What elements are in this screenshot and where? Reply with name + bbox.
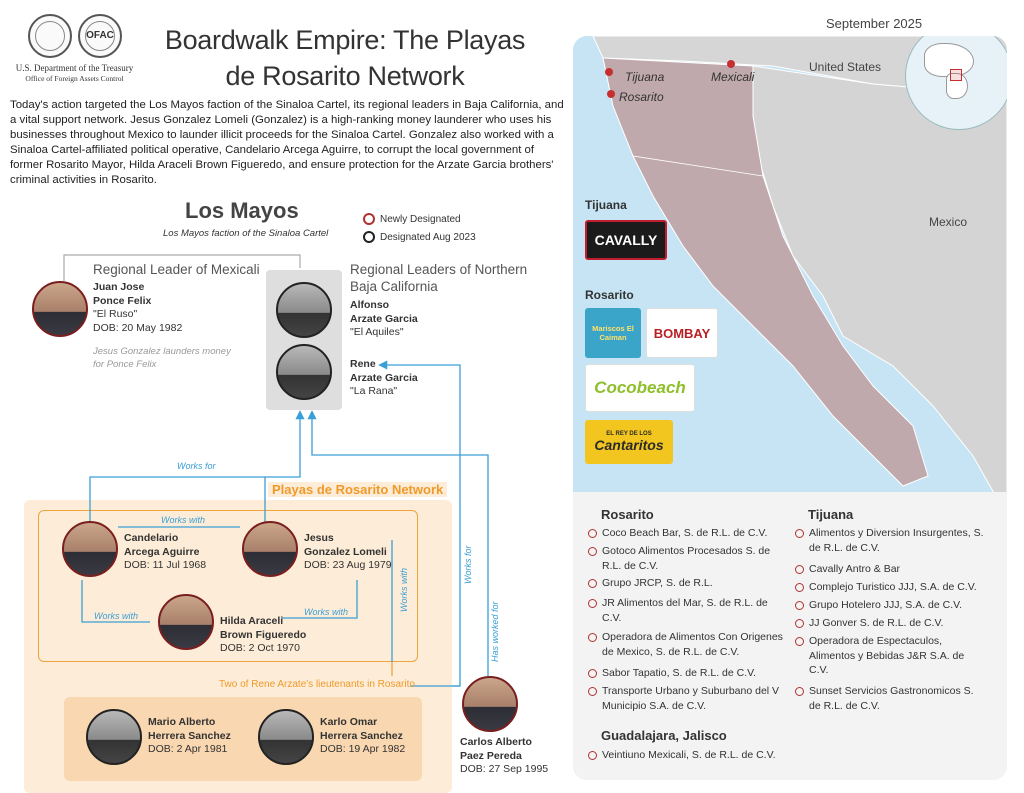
entity-item: Alimentos y Diversion Insurgentes, S. de R.L. de C.V. — [795, 526, 985, 555]
jesus-photo — [242, 521, 298, 577]
logos-heading-tijuana: Tijuana — [585, 198, 627, 212]
entity-item: Gotoco Alimentos Procesados S. de R.L. de C.V. — [588, 544, 784, 573]
candelario-name1: Candelario — [124, 532, 179, 544]
intro-paragraph: Today's action targeted the Los Mayos faction of the Sinaloa Cartel, its regional leaders in Baja California, and a vital support network. Jesus Gonzalez Lomeli (Gonzalez) is a high-ranking money launderer who uses his businesses throughout Mexico to launder illicit proceeds for the Sinaloa Cartel. Gonzalez also worked with a Sinaloa Cartel-affiliated political operative, Candelario Arcega Aguirre, to corrupt the local government of former Rosarito Mayor, Hilda Araceli Brown Figueredo, and ensure protection for the Arzate Garcia brothers' criminal activities in Rosarito. — [10, 99, 564, 186]
entity-item: Complejo Turistico JJJ, S.A. de C.V. — [795, 580, 985, 595]
logo-cavally: CAVALLY — [585, 220, 667, 260]
alfonso-name1: Alfonso — [350, 299, 390, 311]
ofac-badge-text: OFAC — [86, 30, 114, 41]
network-title: Playas de Rosarito Network — [268, 482, 447, 497]
ponce-felix-dob: DOB: 20 May 1982 — [93, 321, 183, 334]
carlos-photo — [462, 676, 518, 732]
entity-item: Operadora de Alimentos Con Origenes de Mexico, S. de R.L. de C.V. — [588, 630, 784, 659]
karlo-info — [320, 716, 405, 757]
ponce-felix-name2: Ponce Felix — [93, 294, 152, 307]
map-label-rosarito: Rosarito — [619, 90, 664, 104]
entity-item: Operadora de Espectaculos, Alimentos y Bebidas J&R S.A. de C.V. — [795, 634, 985, 678]
legend-new-label: Newly Designated — [380, 213, 461, 225]
logo-bombay: BOMBAY — [646, 308, 718, 358]
hilda-name1: Hilda Araceli — [220, 615, 284, 627]
alfonso-name2: Arzate Garcia — [350, 312, 418, 325]
list-heading-tijuana: Tijuana — [808, 507, 854, 522]
baja-role-line1: Regional Leaders of Northern — [350, 262, 528, 277]
rene-name1: Rene — [350, 358, 376, 370]
jesus-info — [304, 532, 392, 573]
list-heading-guadalajara: Guadalajara, Jalisco — [601, 728, 727, 743]
ponce-felix-alias: "El Ruso" — [93, 308, 138, 320]
map-label-mexicali: Mexicali — [711, 70, 755, 84]
title-line-2: de Rosarito Network — [225, 61, 465, 91]
hilda-name2: Brown Figueredo — [220, 628, 307, 641]
baja-role-line2: Baja California — [350, 279, 438, 294]
karlo-name2: Herrera Sanchez — [320, 729, 403, 742]
hilda-dob: DOB: 2 Oct 1970 — [220, 642, 300, 654]
lieutenants-label: Two of Rene Arzate's lieutenants in Rosarito — [219, 679, 415, 690]
carlos-name1: Carlos Alberto — [460, 736, 532, 748]
title-line-1: Boardwalk Empire: The Playas — [164, 25, 526, 55]
entity-item: Grupo JRCP, S. de R.L. — [588, 576, 784, 591]
map-label-mexico: Mexico — [929, 215, 968, 229]
los-mayos-subtitle: Los Mayos faction of the Sinaloa Cartel — [163, 228, 329, 239]
label-works-with-2: Works with — [94, 611, 139, 621]
karlo-name1: Karlo Omar — [320, 716, 378, 728]
carlos-name2: Paez Pereda — [460, 749, 522, 762]
jesus-dob: DOB: 23 Aug 1979 — [304, 559, 392, 571]
label-works-with-1: Works with — [161, 515, 206, 525]
mexicali-dot — [727, 60, 735, 68]
mario-photo — [86, 709, 142, 765]
entity-item: Coco Beach Bar, S. de R.L. de C.V. — [588, 526, 784, 541]
rene-alias: "La Rana" — [350, 385, 398, 397]
list-heading-rosarito: Rosarito — [601, 507, 654, 522]
logos-heading-rosarito: Rosarito — [585, 288, 634, 302]
entity-item: Sabor Tapatio, S. de R.L. de C.V. — [588, 666, 784, 681]
agency-line-1: U.S. Department of the Treasury — [15, 63, 134, 73]
legend-old-label: Designated Aug 2023 — [380, 231, 476, 243]
entity-item: Cavally Antro & Bar — [795, 562, 985, 577]
karlo-dob: DOB: 19 Apr 1982 — [320, 743, 406, 755]
candelario-photo — [62, 521, 118, 577]
note-line-2: for Ponce Felix — [93, 359, 157, 370]
karlo-photo — [258, 709, 314, 765]
carlos-info — [460, 736, 548, 777]
entity-item: JR Alimentos del Mar, S. de R.L. de C.V. — [588, 596, 784, 625]
cantaritos-text: Cantaritos — [594, 437, 664, 453]
cantaritos-small-text: EL REY DE LOS — [606, 431, 652, 437]
label-has-worked-for: Has worked for — [490, 601, 500, 662]
entity-item: Transporte Urbano y Suburbano del V Municipio S.A. de C.V. — [588, 684, 784, 713]
map-label-tijuana: Tijuana — [625, 70, 665, 84]
label-works-with-4: Works with — [399, 567, 409, 612]
jesus-name1: Jesus — [304, 532, 334, 544]
agency-line-2: Office of Foreign Assets Control — [25, 74, 124, 83]
map-label-us: United States — [809, 60, 882, 74]
los-mayos-title: Los Mayos — [185, 198, 299, 223]
jesus-name2: Gonzalez Lomeli — [304, 545, 387, 558]
mario-info — [148, 716, 231, 757]
logo-cantaritos — [585, 420, 673, 464]
mario-name2: Herrera Sanchez — [148, 729, 231, 742]
hilda-photo — [158, 594, 214, 650]
entity-item: JJ Gonver S. de R.L. de C.V. — [795, 616, 985, 631]
alfonso-alias: "El Aquiles" — [350, 326, 404, 338]
hilda-info — [220, 615, 306, 656]
logo-mariscos-el-caiman: Mariscos El Caiman — [585, 308, 641, 358]
label-works-for: Works for — [177, 461, 216, 471]
rene-name2: Arzate Garcia — [350, 371, 418, 384]
mario-name1: Mario Alberto — [148, 716, 216, 728]
candelario-info — [124, 532, 206, 573]
note-line-1: Jesus Gonzalez launders money — [93, 346, 231, 357]
carlos-dob: DOB: 27 Sep 1995 — [460, 763, 549, 775]
label-works-for-2: Works for — [463, 545, 473, 584]
label-works-with-3: Works with — [304, 607, 349, 617]
candelario-dob: DOB: 11 Jul 1968 — [124, 559, 207, 571]
entity-item: Veintiuno Mexicali, S. de R.L. de C.V. — [588, 748, 788, 763]
mario-dob: DOB: 2 Apr 1981 — [148, 743, 228, 755]
entity-item: Sunset Servicios Gastronomicos S. de R.L. de C.V. — [795, 684, 985, 713]
ponce-felix-name1: Juan Jose — [93, 281, 145, 293]
mexicali-leader-role: Regional Leader of Mexicali — [93, 262, 260, 277]
tijuana-dot — [605, 68, 613, 76]
candelario-name2: Arcega Aguirre — [124, 545, 200, 558]
entity-item: Grupo Hotelero JJJ, S.A. de C.V. — [795, 598, 985, 613]
publication-date: September 2025 — [826, 16, 923, 31]
rosarito-dot — [607, 90, 615, 98]
logo-cocobeach: Cocobeach — [585, 364, 695, 412]
